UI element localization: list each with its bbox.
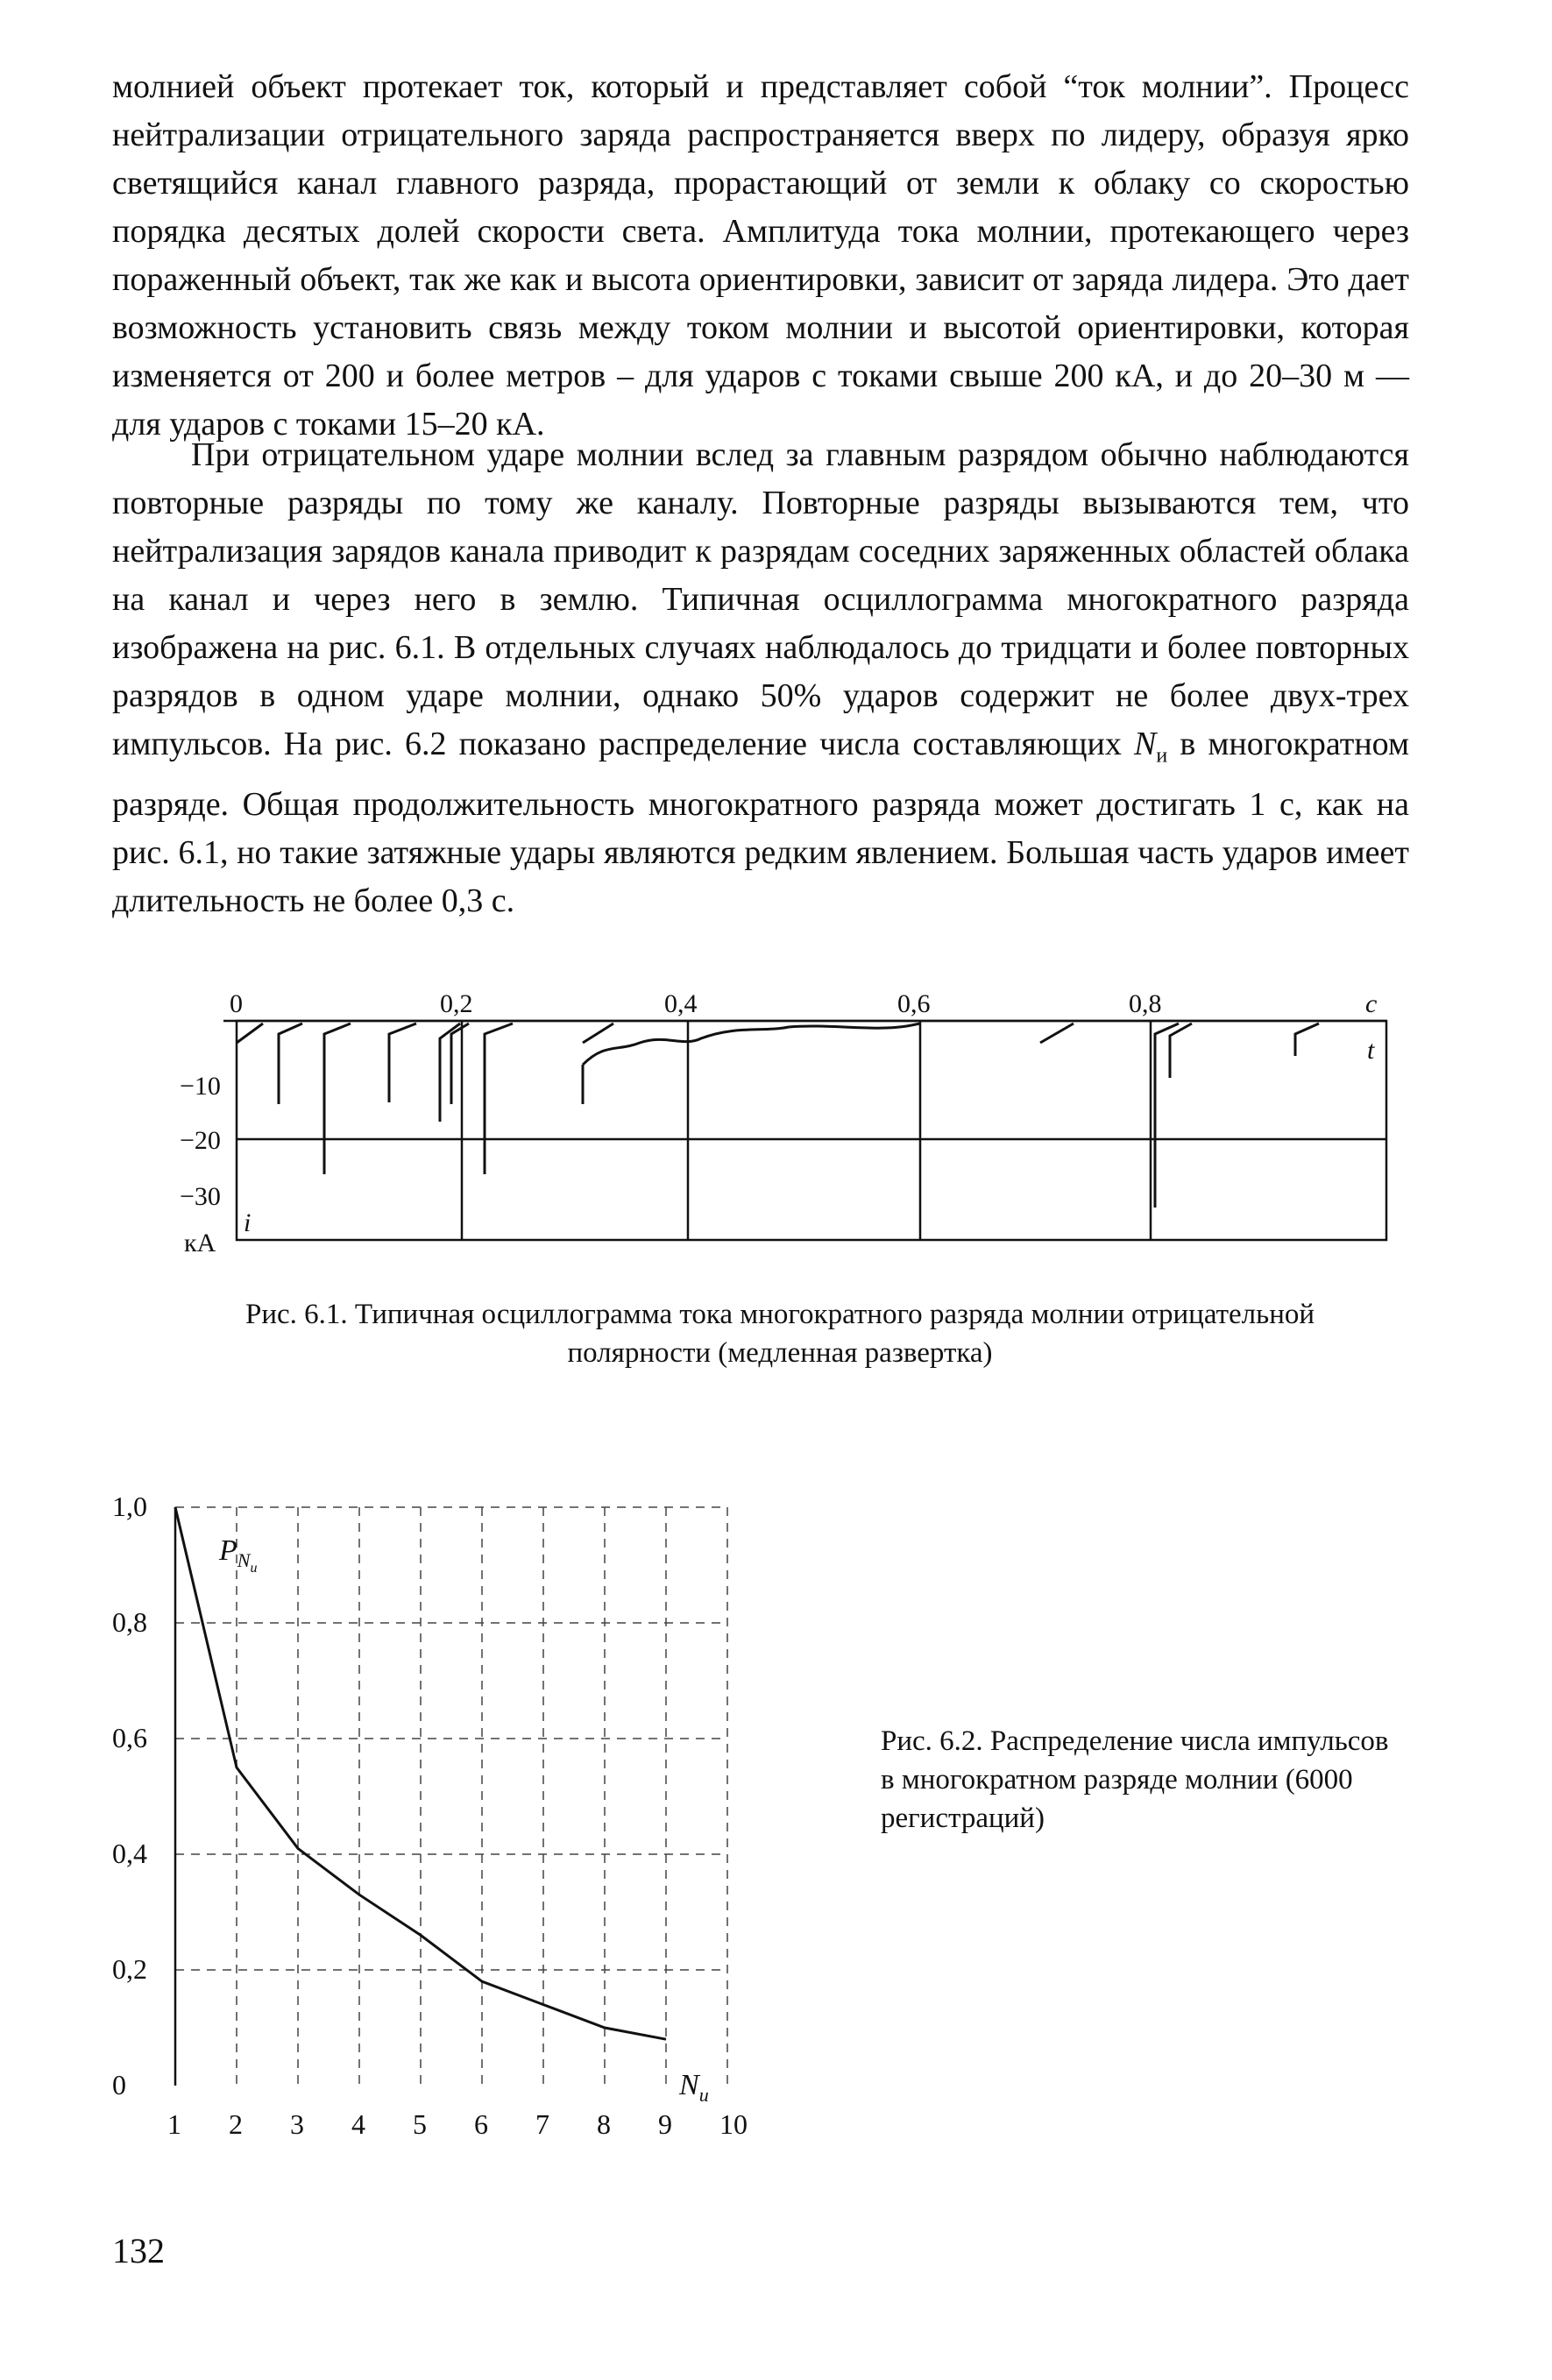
osc-x-tick-0: 0 [230,989,243,1018]
y-tick-label: 0 [112,2069,126,2100]
x-tick-label: 9 [658,2108,672,2140]
paragraph-2-text-b: в многократном разряде. Общая продолжительность многократного разряда может достигать 1 с, как на рис. 6.1, но такие затяжные удары являются редким явлением. Большая часть ударов имеет длительность не более 0,3 с. [112,726,1410,919]
variable-n: N [1134,726,1157,762]
chart-y-label: $P_Nи$ [219,1534,258,1576]
osc-x-tick-2: 0,4 [664,989,698,1018]
chart-x-label: $N_и$ [679,2069,709,2106]
chart-y-ticks [112,1491,147,2100]
x-tick-label: 10 [719,2108,748,2140]
x-tick-label: 5 [413,2108,427,2140]
y-tick-label: 1,0 [112,1491,147,1522]
x-tick-label: 8 [597,2108,611,2140]
chart-x-ticks [167,2108,748,2140]
y-tick-label: 0,4 [112,1838,147,1869]
variable-n-subscript: и [1156,744,1168,768]
page-number: 132 [112,2231,165,2270]
x-tick-label: 1 [167,2108,181,2140]
osc-x-unit: с [1365,989,1378,1018]
x-tick-label: 2 [229,2108,243,2140]
oscillogram-pulses [237,1024,1319,1208]
osc-trace-label-t: t [1367,1036,1375,1065]
paragraph-2-text-a: При отрицательном ударе молнии вслед за главным разрядом обычно наблюдаются повторные разряды по тому же каналу. Повторные разряды вызываются тем, что нейтрализация зарядов канала приводит к разрядам соседних заряженных областей облака на канал и через него в землю. Типичная осциллограмма многократного разряда изображена на рис. 6.1. В отдельных случаях наблюдалось до тридцати и более повторных разрядов в одном ударе молнии, однако 50% ударов содержит не более двух-трех импульсов. На рис. 6.2 показано распределение числа составляющих [112,436,1409,762]
y-tick-label: 0,8 [112,1606,147,1638]
y-tick-label: 0,2 [112,1953,147,1985]
figure-2-caption-prefix: Рис. 6.2. [881,1725,983,1757]
x-tick-label: 7 [535,2108,549,2140]
osc-x-tick-1: 0,2 [440,989,473,1018]
osc-y-tick-1: −20 [180,1126,221,1155]
osc-y-unit: кА [184,1229,216,1257]
paragraph-1: молнией объект протекает ток, который и представляет собой “ток молнии”. Процесс нейтрализации отрицательного заряда распространяется вверх по лидеру, образуя ярко светящийся канал главного разряда, прорастающий от земли к облаку со скоростью порядка десятых долей скорости света. Амплитуда тока молнии, протекающего через пораженный объект, так же как и высота ориентировки, зависит от заряда лидера. Это дает возможность установить связь между током молнии и высотой ориентировки, которая изменяется от 200 и более метров – для ударов с токами свыше 200 кА, и до 20–30 м — для ударов с токами 15–20 кА. [112,68,1409,443]
x-tick-label: 3 [290,2108,304,2140]
figure-distribution-chart [0,1472,789,2156]
osc-trace-label-i: i [244,1208,252,1237]
osc-x-tick-4: 0,8 [1129,989,1162,1018]
figure-2-caption [881,1722,1407,1838]
osc-y-tick-2: −30 [180,1182,221,1211]
figure-2-caption-body: Распределение числа импульсов в многократном разряде молнии (6000 регистраций) [881,1725,1389,1834]
y-tick-label: 0,6 [112,1722,147,1753]
x-tick-label: 4 [351,2108,365,2140]
osc-y-tick-0: −10 [180,1072,221,1101]
x-tick-label: 6 [474,2108,488,2140]
osc-x-tick-3: 0,6 [897,989,931,1018]
oscillogram-frame [223,1021,1386,1240]
figure-1-caption: Рис. 6.1. Типичная осциллограмма тока многократного разряда молнии отрицательной полярности (медленная развертка) [244,1299,1315,1369]
